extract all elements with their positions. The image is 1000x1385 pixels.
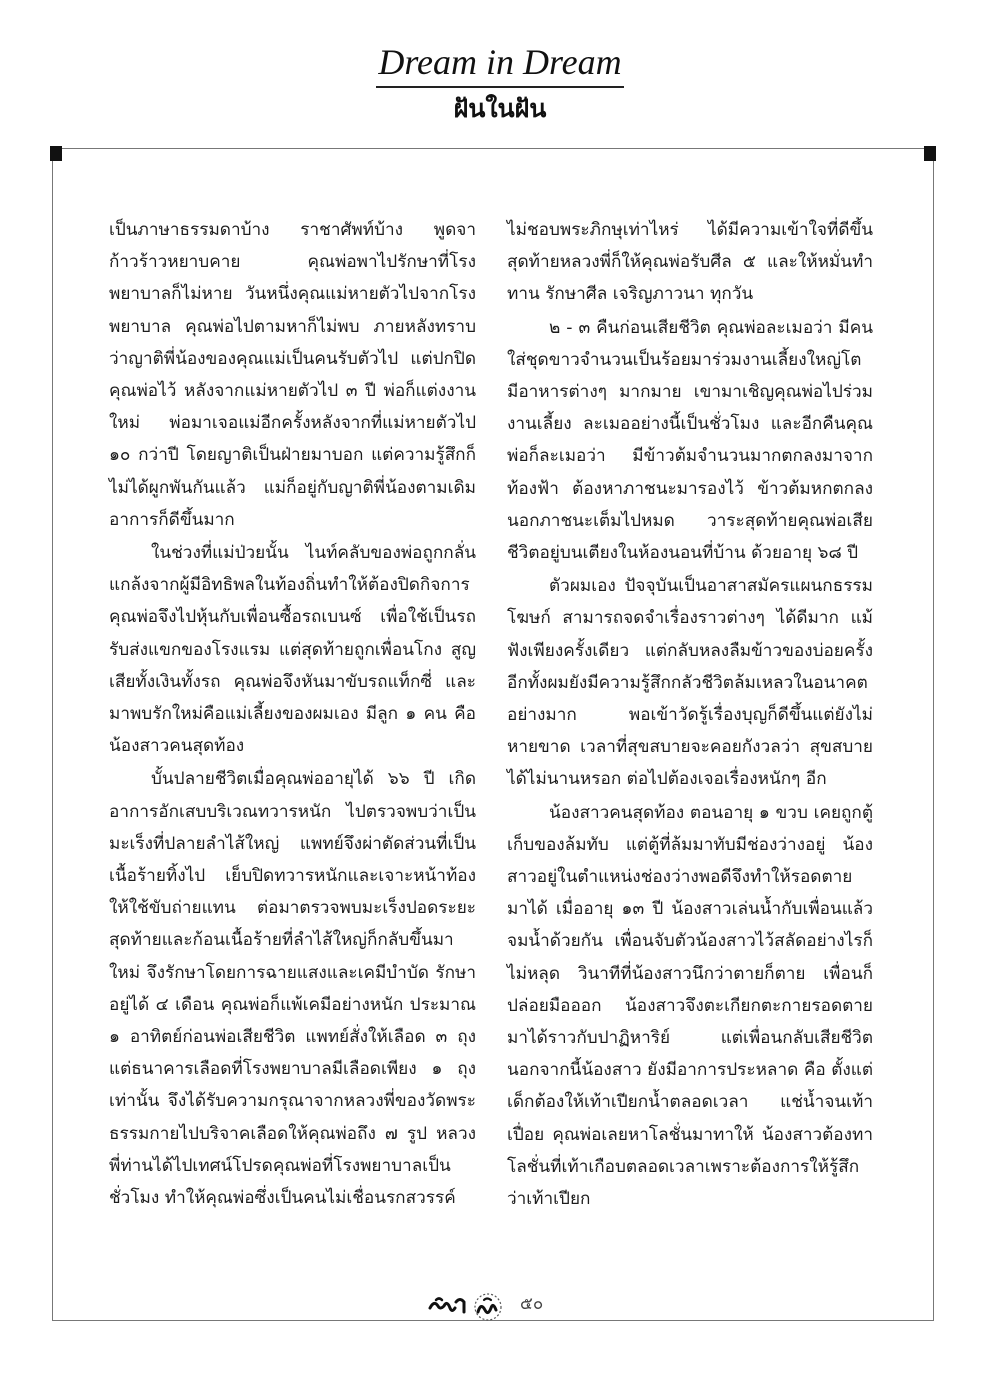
paragraph: น้องสาวคนสุดท้อง ตอนอายุ ๑ ขวบ เคยถูกตู้เก็บของล้มทับ แต่ตู้ที่ล้มมาทับมีช่องว่างอยู่ น้องสาวอยู่ในตำแหน่งช่องว่างพอดีจึงทำให้รอดตายมาได้ เมื่ออายุ ๑๓ ปี น้องสาวเล่นน้ำกับเพื่อนแล้วจมน้ำด้วยกัน เพื่อนจับตัวน้องสาวไว้สลัดอย่างไรก็ไม่หลุด วินาทีที่น้องสาวนึกว่าตายก็ตาย เพื่อนก็ปล่อยมือออก น้องสาวจึงตะเกียกตะกายรอดตายมาได้ราวกับปาฏิหาริย์ แต่เพื่อนกลับเสียชีวิต นอกจากนี้น้องสาว ยังมีอาการประหลาด คือ ตั้งแต่เด็กต้องให้เท้าเปียกน้ำตลอดเวลา แช่น้ำจนเท้าเปื่อย คุณพ่อเลยหาโลชั่นมาทาให้ น้องสาวต้องทาโลชั่นที่เท้าเกือบตลอดเวลาเพราะต้องการให้รู้สึกว่าเท้าเปียก bbox=[507, 802, 873, 1210]
paragraph: เป็นภาษาธรรมดาบ้าง ราชาศัพท์บ้าง พูดจาก้าวร้าวหยาบคาย คุณพ่อพาไปรักษาที่โรงพยาบาลก็ไม่หาย วันหนึ่งคุณแม่หายตัวไปจากโรงพยาบาล คุณพ่อไปตามหาก็ไม่พบ ภายหลังทราบว่าญาติพี่น้องของคุณแม่เป็นคนรับตัวไป แต่ปกปิดคุณพ่อไว้ หลังจากแม่หายตัวไป ๓ ปี พ่อก็แต่งงานใหม่ พ่อมาเจอแม่อีกครั้งหลังจากที่แม่หายตัวไป ๑๐ กว่าปี โดยญาติเป็นฝ่ายมาบอก แต่ความรู้สึกก็ไม่ได้ผูกพันกันแล้ว แม่ก็อยู่กับญาติพี่น้องตามเดิม อาการก็ดีขึ้นมาก bbox=[109, 220, 476, 530]
paragraph: ๒ - ๓ คืนก่อนเสียชีวิต คุณพ่อละเมอว่า มีคนใส่ชุดขาวจำนวนเป็นร้อยมาร่วมงานเลี้ยงใหญ่โต มีอาหารต่างๆ มากมาย เขามาเชิญคุณพ่อไปร่วมงานเลี้ยง ละเมออย่างนี้เป็นชั่วโมง และอีกคืนคุณพ่อก็ละเมอว่า มีข้าวต้มจำนวนมากตกลงมาจากท้องฟ้า ต้องหาภาชนะมารองไว้ ข้าวต้มหกตกลงนอกภาชนะเต็มไปหมด วาระสุดท้ายคุณพ่อเสียชีวิตอยู่บนเตียงในห้องนอนที่บ้าน ด้วยอายุ ๖๘ ปี bbox=[507, 317, 873, 564]
title-thai: ฝันในฝัน bbox=[453, 94, 547, 123]
frame-corner-mark-right bbox=[924, 146, 936, 161]
paragraph: บั้นปลายชีวิตเมื่อคุณพ่ออายุได้ ๖๖ ปี เกิดอาการอักเสบบริเวณทวารหนัก ไปตรวจพบว่าเป็นมะเร็งที่ปลายลำไส้ใหญ่ แพทย์จึงผ่าตัดส่วนที่เป็นเนื้อร้ายทิ้งไป เย็บปิดทวารหนักและเจาะหน้าท้องให้ใช้ขับถ่ายแทน ต่อมาตรวจพบมะเร็งปอดระยะสุดท้ายและก้อนเนื้อร้ายที่ลำไส้ใหญ่ก็กลับขึ้นมาใหม่ จึงรักษาโดยการฉายแสงและเคมีบำบัด รักษาอยู่ได้ ๔ เดือน คุณพ่อก็แพ้เคมีอย่างหนัก ประมาณ ๑ อาทิตย์ก่อนพ่อเสียชีวิต แพทย์สั่งให้เลือด ๓ ถุง แต่ธนาคารเลือดที่โรงพยาบาลมีเลือดเพียง ๑ ถุงเท่านั้น จึงได้รับความกรุณาจากหลวงพี่ของวัดพระธรรมกายไปบริจาคเลือดให้คุณพ่อถึง ๗ รูป หลวงพี่ท่านได้ไปเทศน์โปรดคุณพ่อที่โรงพยาบาลเป็นชั่วโมง ทำให้คุณพ่อซึ่งเป็นคนไม่เชื่อนรกสวรรค์ bbox=[109, 769, 476, 1209]
title-english: Dream in Dream bbox=[376, 40, 623, 88]
paragraph: ไม่ชอบพระภิกษุเท่าไหร่ ได้มีความเข้าใจที่ดีขึ้น สุดท้ายหลวงพี่ก็ให้คุณพ่อรับศีล ๕ และให้หมั่นทำทาน รักษาศีล เจริญภาวนา ทุกวัน bbox=[507, 220, 873, 305]
page-number: ๕๐ bbox=[520, 1294, 544, 1314]
frame-left-line bbox=[52, 148, 53, 1321]
magazine-logo-icon bbox=[426, 1290, 516, 1322]
frame-top-line bbox=[52, 148, 934, 149]
left-text-column bbox=[109, 214, 476, 1214]
page-header bbox=[0, 40, 1000, 126]
paragraph: ในช่วงที่แม่ป่วยนั้น ไนท์คลับของพ่อถูกกลั่นแกล้งจากผู้มีอิทธิพลในท้องถิ่นทำให้ต้องปิดกิจการ คุณพ่อจึงไปหุ้นกับเพื่อนซื้อรถเบนซ์ เพื่อใช้เป็นรถรับส่งแขกของโรงแรม แต่สุดท้ายถูกเพื่อนโกง สูญเสียทั้งเงินทั้งรถ คุณพ่อจึงหันมาขับรถแท็กซี่ และมาพบรักใหม่คือแม่เลี้ยงของผมเอง มีลูก ๑ คน คือน้องสาวคนสุดท้อง bbox=[109, 543, 476, 757]
frame-corner-mark-left bbox=[50, 146, 62, 161]
frame-right-line bbox=[933, 148, 934, 1321]
page-footer bbox=[0, 1286, 1000, 1326]
right-text-column bbox=[507, 214, 873, 1215]
paragraph: ตัวผมเอง ปัจจุบันเป็นอาสาสมัครแผนกธรรมโฆษก์ สามารถจดจำเรื่องราวต่างๆ ได้ดีมาก แม้ฟังเพียงครั้งเดียว แต่กลับหลงลืมข้าวของบ่อยครั้ง อีกทั้งผมยังมีความรู้สึกกลัวชีวิตล้มเหลวในอนาคตอย่างมาก พอเข้าวัดรู้เรื่องบุญก็ดีขึ้นแต่ยังไม่หายขาด เวลาที่สุขสบายจะคอยกังวลว่า สุขสบายได้ไม่นานหรอก ต่อไปต้องเจอเรื่องหนักๆ อีก bbox=[507, 576, 873, 790]
